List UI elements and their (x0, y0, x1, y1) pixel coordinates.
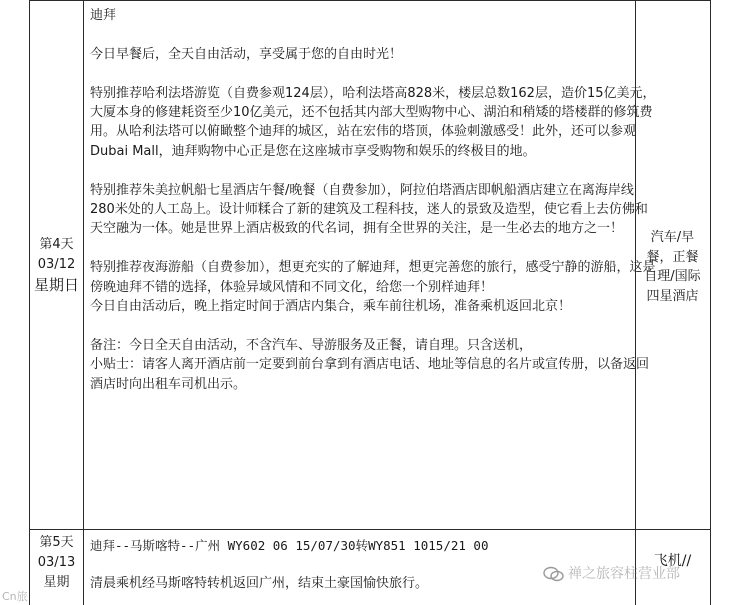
wechat-icon (543, 566, 565, 582)
day5-label-date: 03/13 (37, 555, 76, 570)
column-divider (83, 0, 84, 605)
day4-side-line4: 四星酒店 (646, 288, 699, 304)
day4-label-day: 第4天 (39, 237, 74, 252)
day4-tip: 小贴士：请客人离开酒店前一定要到前台拿到有酒店电话、地址等信息的名片或宣传册，以备返回酒店时向出租车司机出示。 (90, 357, 650, 392)
watermark-corner: Cn旅 (2, 590, 28, 603)
day4-transport-meals (635, 228, 710, 306)
day4-city: 迪拜 (90, 8, 117, 23)
day4-note: 备注：今日全天自由活动，不含汽车、导游服务及正餐，请自理。只含送机， (90, 337, 533, 353)
day4-paragraph-2: 特别推荐哈利法塔游览（自费参观124层），哈利法塔高828米，楼层总数162层，造价15亿美元，大厦本身的修建耗资至少10亿美元，还不包括其内部大型购物中心、湖泊和稍矮的塔楼群的修筑费用。从哈利法塔可以俯瞰整个迪拜的城区，站在宏伟的塔顶，体验刺激感受！此外，还可以参观Dubai Mall，迪拜购物中心正是您在这座城市享受购物和娱乐的终极目的地。 (90, 85, 656, 159)
itinerary-table (29, 0, 711, 605)
day4-label-weekday: 星期日 (33, 276, 79, 294)
day5-description: 清晨乘机经马斯喀特转机返回广州，结束土豪国愉快旅行。 (90, 576, 429, 592)
day4-label-date: 03/12 (37, 257, 76, 272)
day4-side-line1: 汽车/早 (650, 230, 695, 245)
day5-label-weekday: 星期 (43, 575, 70, 590)
day4-paragraph-1: 今日早餐后，全天自由活动，享受属于您的自由时光！ (90, 46, 403, 62)
day5-label-day: 第5天 (39, 535, 74, 550)
day4-paragraph-5: 今日自由活动后，晚上指定时间于酒店内集合，乘车前往机场，准备乘机返回北京！ (90, 299, 572, 315)
day4-label (30, 235, 83, 295)
day4-paragraph-4: 特别推荐夜海游船（自费参加），想更充实的了解迪拜，想更完善您的旅行，感受宁静的游船，这是傍晚迪拜不错的选择，体验异域风情和不同文化，给您一个别样迪拜！ (90, 260, 656, 295)
day4-side-line3: 自理/国际 (644, 269, 701, 284)
row-divider (30, 0, 710, 1)
watermark-brand: 禅之旅容柱营业部 (568, 566, 680, 582)
day5-transport: 飞机// (653, 553, 692, 569)
row-divider (30, 529, 710, 530)
day4-content (90, 6, 658, 394)
day5-route: 迪拜--马斯喀特--广州 WY602 06 15/07/30转WY851 1015/21 00 (90, 538, 489, 553)
day5-label (30, 533, 83, 593)
day4-side-line2: 餐，正餐 (646, 249, 699, 265)
day4-paragraph-3: 特别推荐朱美拉帆船七星酒店午餐/晚餐（自费参加），阿拉伯塔酒店即帆船酒店建立在离海岸线280米处的人工岛上。设计师糅合了新的建筑及工程科技，迷人的景致及造型，使它看上去仿佛和天空融为一体。她是世界上酒店极致的代名词，拥有全世界的关注，是一生必去的地方之一！ (90, 182, 648, 237)
